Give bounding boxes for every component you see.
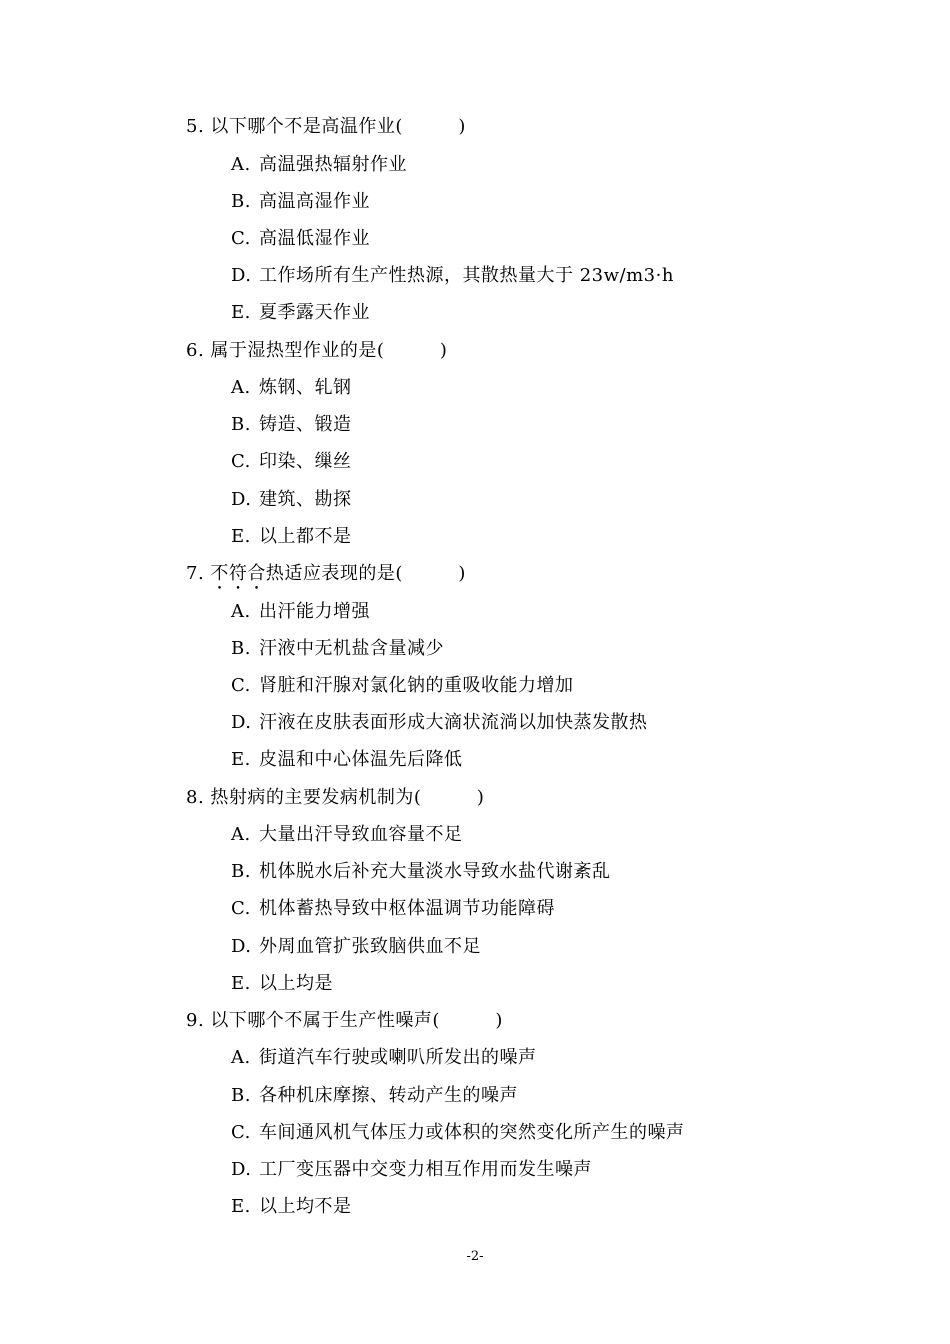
option-letter: A.	[231, 154, 251, 175]
question-8-option-d	[231, 935, 481, 959]
question-8-stem: 8. 热射病的主要发病机制为( )	[186, 787, 485, 808]
stem-emphasis: 不符合	[210, 563, 266, 584]
question-9-option-e	[231, 1195, 352, 1219]
option-text: 车间通风机气体压力或体积的突然变化所产生的噪声	[259, 1122, 685, 1143]
option-letter: B.	[231, 191, 251, 212]
option-letter: E.	[231, 302, 251, 323]
question-5-option-a	[231, 153, 407, 177]
option-text: 大量出汗导致血容量不足	[259, 824, 463, 845]
option-letter: E.	[231, 973, 251, 994]
question-8-option-a	[231, 823, 463, 847]
question-6-option-b	[231, 413, 352, 437]
option-letter: D.	[231, 936, 252, 957]
option-text: 高温低湿作业	[259, 228, 370, 249]
option-letter: E.	[231, 749, 251, 770]
question-5-option-e	[231, 301, 370, 325]
option-letter: E.	[231, 526, 251, 547]
question-5-option-b	[231, 190, 370, 214]
option-text: 汗液中无机盐含量减少	[259, 638, 444, 659]
question-7-option-d	[231, 711, 648, 735]
option-letter: D.	[231, 489, 252, 510]
question-6-option-c	[231, 450, 352, 474]
question-7-option-c	[231, 674, 574, 698]
question-9-option-a	[231, 1046, 537, 1070]
option-text: 汗液在皮肤表面形成大滴状流淌以加快蒸发散热	[259, 712, 648, 733]
option-text: 工作场所有生产性热源，其散热量大于 23w/m3·h	[259, 265, 674, 286]
option-letter: C.	[231, 898, 251, 919]
option-text: 以上都不是	[259, 526, 352, 547]
question-9-option-c	[231, 1121, 685, 1145]
option-letter: E.	[231, 1196, 251, 1217]
question-5-option-d	[231, 264, 674, 288]
question-6-stem: 6. 属于湿热型作业的是( )	[186, 340, 448, 361]
option-letter: B.	[231, 414, 251, 435]
option-letter: A.	[231, 601, 251, 622]
question-5-option-c	[231, 227, 370, 251]
stem-prefix: 7.	[186, 563, 211, 584]
option-text: 各种机床摩擦、转动产生的噪声	[259, 1085, 518, 1106]
option-letter: B.	[231, 1085, 251, 1106]
option-letter: B.	[231, 861, 251, 882]
question-8-option-e	[231, 972, 333, 996]
option-text: 夏季露天作业	[259, 302, 370, 323]
option-letter: D.	[231, 1159, 252, 1180]
option-letter: C.	[231, 228, 251, 249]
option-text: 高温强热辐射作业	[259, 154, 407, 175]
option-letter: D.	[231, 712, 252, 733]
question-8-option-b	[231, 860, 611, 884]
question-7-option-b	[231, 637, 444, 661]
option-letter: D.	[231, 265, 252, 286]
option-text: 街道汽车行驶或喇叭所发出的噪声	[259, 1047, 537, 1068]
question-7-option-a	[231, 600, 370, 624]
question-6-option-d	[231, 488, 352, 512]
option-letter: C.	[231, 1122, 251, 1143]
option-text: 以上均不是	[259, 1196, 352, 1217]
option-text: 炼钢、轧钢	[259, 377, 352, 398]
option-text: 机体脱水后补充大量淡水导致水盐代谢紊乱	[259, 861, 611, 882]
question-9-stem: 9. 以下哪个不属于生产性噪声( )	[186, 1010, 503, 1031]
option-text: 印染、缫丝	[259, 451, 352, 472]
option-letter: B.	[231, 638, 251, 659]
option-letter: C.	[231, 451, 251, 472]
option-text: 出汗能力增强	[259, 601, 370, 622]
option-text: 机体蓄热导致中枢体温调节功能障碍	[259, 898, 555, 919]
option-text: 建筑、勘探	[259, 489, 352, 510]
page-number: -2-	[466, 1249, 484, 1264]
option-text: 外周血管扩张致脑供血不足	[259, 936, 481, 957]
question-7-stem	[186, 562, 466, 594]
question-5-stem: 5. 以下哪个不是高温作业( )	[186, 116, 466, 137]
option-text: 皮温和中心体温先后降低	[259, 749, 463, 770]
question-6-option-a	[231, 376, 352, 400]
option-letter: C.	[231, 675, 251, 696]
option-text: 肾脏和汗腺对氯化钠的重吸收能力增加	[259, 675, 574, 696]
question-9-option-d	[231, 1158, 592, 1182]
option-text: 铸造、锻造	[259, 414, 352, 435]
question-7-option-e	[231, 748, 463, 772]
question-9-option-b	[231, 1084, 518, 1108]
option-letter: A.	[231, 824, 251, 845]
option-letter: A.	[231, 377, 251, 398]
option-text: 工厂变压器中交变力相互作用而发生噪声	[259, 1159, 592, 1180]
question-6-option-e	[231, 525, 352, 549]
option-letter: A.	[231, 1047, 251, 1068]
option-text: 以上均是	[259, 973, 333, 994]
question-8-option-c	[231, 897, 555, 921]
option-text: 高温高湿作业	[259, 191, 370, 212]
stem-rest: 热适应表现的是( )	[265, 563, 466, 584]
